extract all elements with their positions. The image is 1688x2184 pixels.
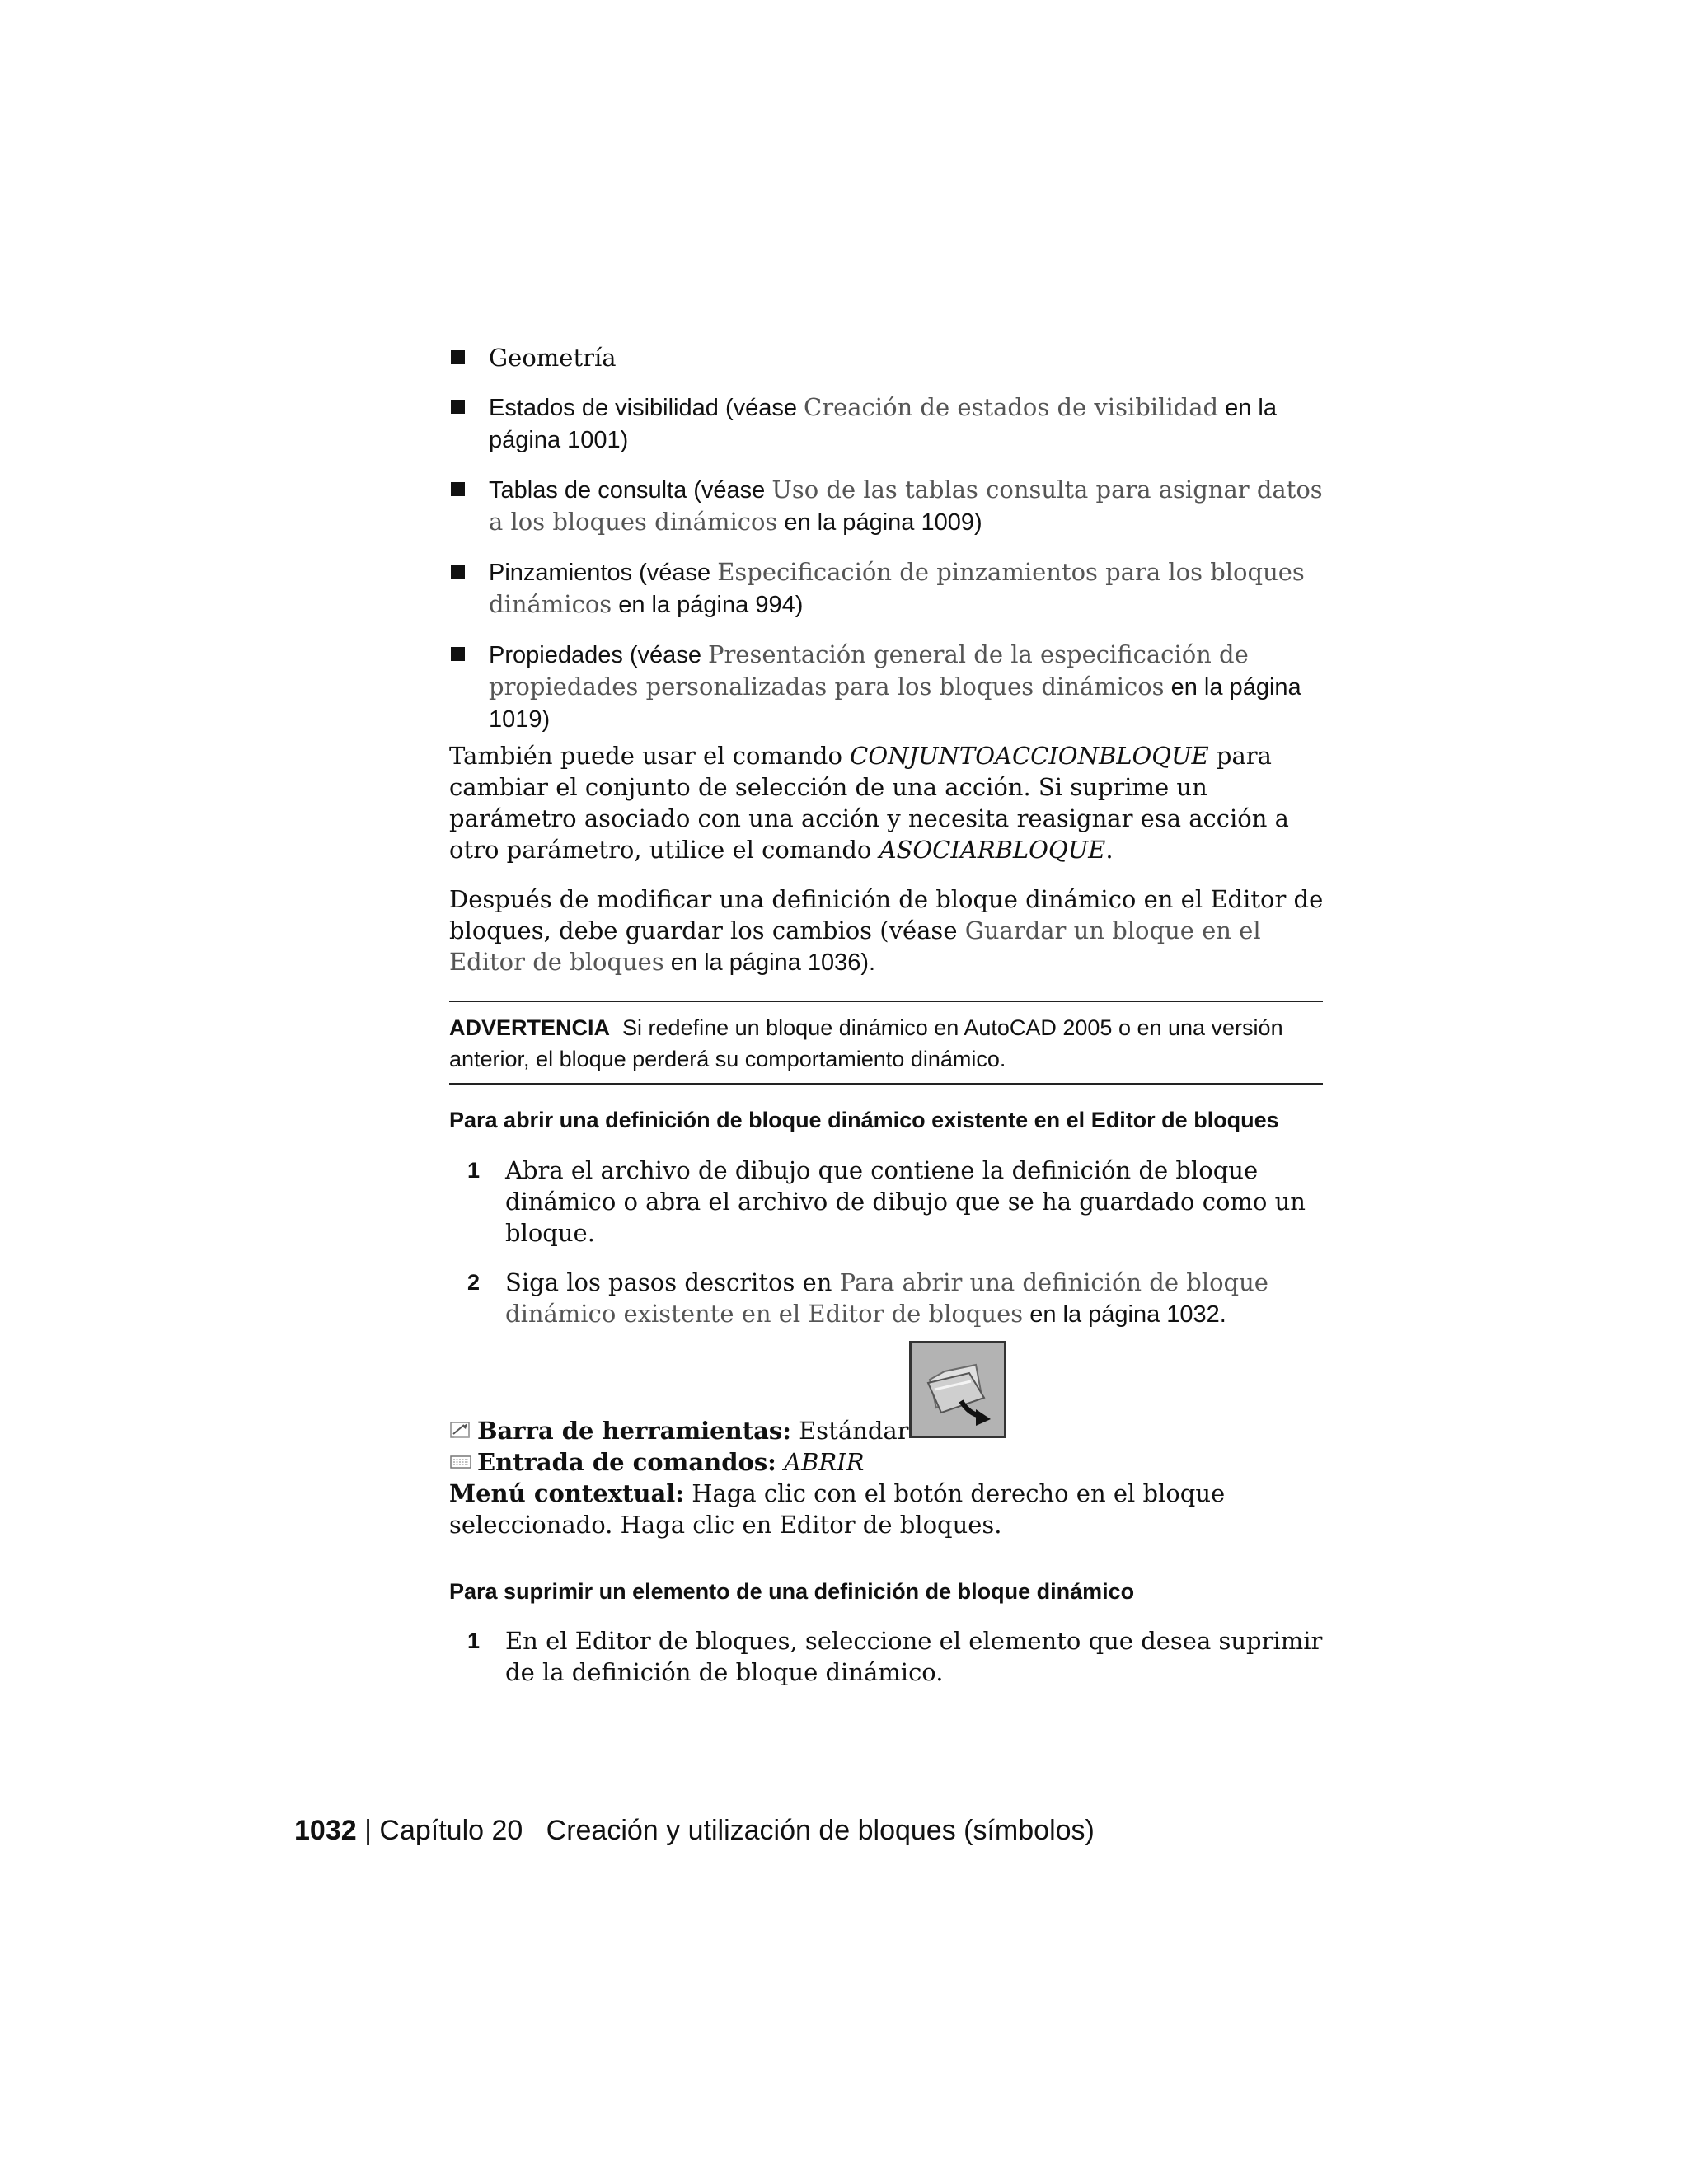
step-text: En el Editor de bloques, seleccione el elemento que desea suprimir de la definición de bloque dinámico. bbox=[505, 1627, 1323, 1686]
step-item bbox=[449, 1625, 1331, 1688]
body-paragraph bbox=[449, 740, 1331, 865]
procedure-heading: Para abrir una definición de bloque dinámico existente en el Editor de bloques bbox=[449, 1108, 1279, 1132]
list-item bbox=[449, 474, 1331, 538]
procedure-steps bbox=[449, 1625, 1331, 1706]
page-reference: en la página 1032. bbox=[1023, 1301, 1226, 1328]
command-value: ABRIR bbox=[784, 1448, 865, 1476]
warning-label: ADVERTENCIA bbox=[449, 1015, 611, 1040]
access-methods bbox=[449, 1415, 1339, 1540]
toolbar-value: Estándar bbox=[799, 1417, 909, 1445]
toolbar-row bbox=[449, 1415, 1339, 1446]
list-item bbox=[449, 391, 1331, 456]
body-paragraph bbox=[449, 883, 1331, 978]
context-menu-label: Menú contextual: bbox=[449, 1479, 685, 1507]
cross-reference-link[interactable]: Uso de las tablas consulta para asignar datos a los bloques dinámicos bbox=[489, 476, 1323, 536]
list-item bbox=[449, 639, 1331, 735]
paragraph-text: Después de modificar una definición de bloque dinámico en el Editor de bloques, debe guardar los cambios (véase bbox=[449, 885, 1324, 944]
bullet-text: Propiedades (véase bbox=[489, 642, 708, 668]
bullet-text: Tablas de consulta (véase bbox=[489, 477, 772, 504]
paragraph-text: También puede usar el comando bbox=[449, 742, 851, 770]
step-item bbox=[449, 1155, 1331, 1249]
bullet-square-icon bbox=[451, 400, 465, 414]
page-reference: en la página 1009) bbox=[777, 509, 982, 536]
step-item bbox=[449, 1267, 1331, 1330]
page-footer bbox=[294, 1813, 1095, 1848]
bullet-square-icon bbox=[451, 482, 465, 496]
step-text: Abra el archivo de dibujo que contiene la definición de bloque dinámico o abra el archivo de dibujo que se ha guardado como un bloque. bbox=[505, 1156, 1306, 1247]
context-menu-value: Haga clic con el botón derecho en el bloque seleccionado. Haga clic en Editor de bloques. bbox=[449, 1479, 1226, 1539]
bullet-text: Pinzamientos (véase bbox=[489, 560, 718, 586]
cross-reference-link[interactable]: Para abrir una definición de bloque dinámico existente en el Editor de bloques bbox=[505, 1268, 1268, 1328]
bullet-square-icon bbox=[451, 565, 465, 579]
step-number: 1 bbox=[467, 1629, 481, 1653]
warning-note bbox=[449, 1001, 1323, 1085]
cross-reference-link[interactable]: Creación de estados de visibilidad bbox=[804, 393, 1219, 421]
command-label: Entrada de comandos: bbox=[477, 1448, 776, 1476]
chapter-label: Capítulo 20 bbox=[379, 1815, 523, 1846]
chapter-title: Creación y utilización de bloques (símbolos) bbox=[546, 1815, 1095, 1846]
bullet-text: Estados de visibilidad (véase bbox=[489, 395, 804, 421]
page-number: 1032 bbox=[294, 1815, 357, 1846]
command-name: ASOCIARBLOQUE bbox=[879, 836, 1106, 864]
procedure-steps bbox=[449, 1155, 1331, 1348]
warning-text: Si redefine un bloque dinámico en AutoCAD 2005 o en una versión anterior, el bloque perderá su comportamiento dinámico. bbox=[449, 1015, 1283, 1071]
bullet-text: Geometría bbox=[489, 344, 617, 372]
page-reference: en la página 994) bbox=[612, 592, 804, 618]
cross-reference-link[interactable]: Presentación general de la especificación de propiedades personalizadas para los bloques dinámicos bbox=[489, 640, 1249, 701]
bullet-list bbox=[449, 342, 1331, 753]
command-name: CONJUNTOACCIONBLOQUE bbox=[850, 742, 1209, 770]
toolbar-icon bbox=[449, 1418, 472, 1439]
page-reference: en la página 1001) bbox=[489, 395, 1277, 453]
procedure-heading: Para suprimir un elemento de una definición de bloque dinámico bbox=[449, 1579, 1135, 1604]
keyboard-icon bbox=[449, 1449, 472, 1470]
page-reference: en la página 1036). bbox=[663, 949, 876, 976]
footer-separator: | bbox=[364, 1815, 372, 1846]
list-item bbox=[449, 556, 1331, 621]
cross-reference-link[interactable]: Guardar un bloque en el Editor de bloques bbox=[449, 916, 1261, 976]
paragraph-text: para cambiar el conjunto de selección de una acción. Si suprime un parámetro asociado con una acción y necesita reasignar esa acción a otro parámetro, utilice el comando bbox=[449, 742, 1289, 864]
step-text: Siga los pasos descritos en bbox=[505, 1268, 840, 1296]
step-number: 2 bbox=[467, 1270, 481, 1295]
command-row bbox=[449, 1446, 1339, 1478]
paragraph-text: . bbox=[1105, 836, 1114, 864]
page-reference: en la página 1019) bbox=[489, 674, 1301, 733]
cross-reference-link[interactable]: Especificación de pinzamientos para los bloques dinámicos bbox=[489, 558, 1305, 618]
step-number: 1 bbox=[467, 1158, 481, 1183]
bullet-square-icon bbox=[451, 647, 465, 661]
toolbar-label: Barra de herramientas: bbox=[477, 1417, 791, 1445]
context-menu-row bbox=[449, 1478, 1339, 1540]
list-item bbox=[449, 342, 1331, 373]
bullet-square-icon bbox=[451, 350, 465, 364]
